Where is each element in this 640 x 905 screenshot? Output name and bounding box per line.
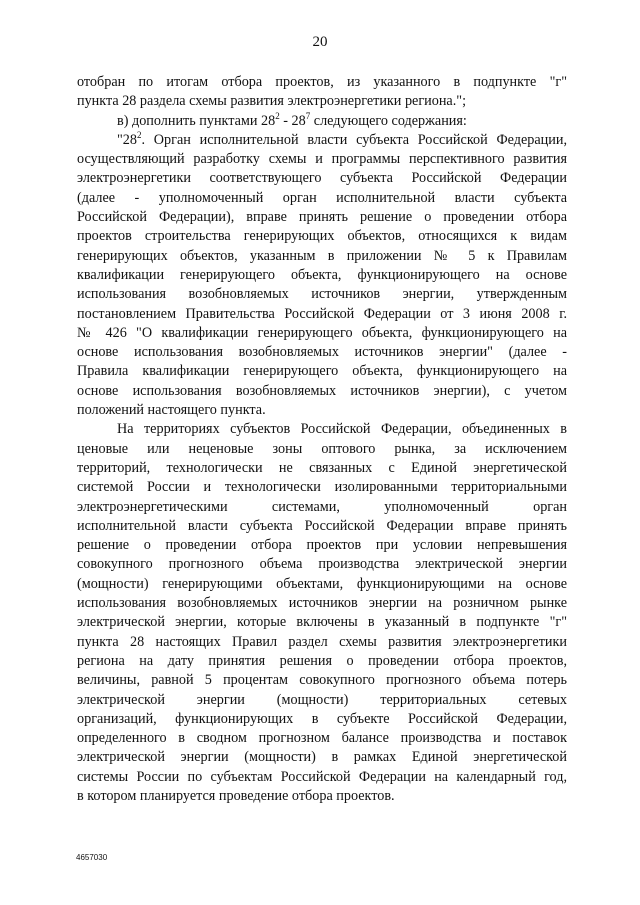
text-line: системой России и технологически изолированными территориальными (77, 479, 567, 496)
text-line: осуществляющий разработку схемы и программы перспективного развития (77, 151, 567, 168)
text-line: совокупного прогнозного объема производства электрической энергии (77, 556, 567, 573)
text-fragment: "28 (117, 131, 137, 148)
text-line: электрической энергии (мощности) территориальных сетевых (77, 691, 567, 708)
text-line: организаций, функционирующих в субъекте Российской Федерации, (77, 710, 567, 727)
text-line: проектов строительства генерирующих объектов, относящихся к видам (77, 228, 567, 245)
text-fragment: следующего содержания: (310, 112, 467, 129)
text-fragment: - 28 (279, 112, 306, 129)
text-line: основе использования возобновляемых источников энергии), с учетом (77, 382, 567, 399)
text-line: территорий, технологически не связанных с Единой энергетической (77, 459, 567, 476)
text-line: определенного в сводном прогнозном балансе производства и поставок (77, 730, 567, 747)
text-line: в котором планируется проведение отбора проектов. (77, 787, 395, 804)
text-line (77, 112, 567, 131)
text-line: отобран по итогам отбора проектов, из указанного в подпункте "г" (77, 74, 567, 90)
text-line: пункта 28 раздела схемы развития электроэнергетики региона."; (77, 93, 467, 110)
text-line: основе использования возобновляемых источников энергии" (далее - (77, 344, 567, 361)
text-line: (далее - уполномоченный орган исполнительной власти субъекта (77, 189, 567, 206)
text-line: использования возобновляемых источников энергии на розничном рынке (77, 595, 567, 612)
text-line: положений настоящего пункта. (77, 402, 266, 419)
text-line: решение о проведении отбора проектов при условии непревышения (77, 537, 567, 554)
text-line: (мощности) генерирующими объектами, функционирующими на основе (77, 575, 567, 592)
text-line: ценовые или неценовые зоны оптового рынка, за исключением (77, 440, 567, 457)
text-line: № 426 "О квалификации генерирующего объекта, функционирующего на (77, 324, 567, 341)
superscript: 2 (275, 110, 280, 121)
text-line (77, 131, 567, 150)
text-line: электрической энергии, которые включены в указанный в подпункте "г" (77, 614, 567, 631)
text-line: исполнительной власти субъекта Российской Федерации вправе принять (77, 517, 567, 534)
text-line: электрической энергии (мощности) в рамках Единой энергетической (77, 749, 567, 766)
text-line: Правила квалификации генерирующего объекта, функционирующего на (77, 363, 567, 380)
document-body (77, 73, 567, 806)
text-line: На территориях субъектов Российской Федерации, объединенных в (117, 421, 567, 438)
text-line: квалификации генерирующего объекта, функционирующего на основе (77, 266, 567, 283)
text-line: использования возобновляемых источников энергии, утвержденным (77, 286, 567, 303)
text-line: электроэнергетики соответствующего субъекта Российской Федерации (77, 170, 567, 187)
superscript: 7 (305, 110, 311, 121)
text-line: электроэнергетическими системами, уполномоченный орган (77, 498, 567, 515)
document-code: 4657030 (76, 853, 108, 862)
text-line: пункта 28 настоящих Правил раздел схемы развития электроэнергетики (77, 633, 567, 650)
page-number: 20 (312, 34, 328, 50)
text-line: генерирующих объектов, указанным в приложении № 5 к Правилам (77, 247, 567, 264)
text-line: постановлением Правительства Российской Федерации от 3 июня 2008 г. (77, 305, 567, 322)
superscript: 2 (136, 129, 142, 140)
text-fragment: . Орган исполнительной власти субъекта Российской Федерации, (141, 131, 567, 148)
text-line: Российской Федерации), вправе принять решение о проведении отбора (77, 209, 567, 226)
text-fragment: в) дополнить пунктами 28 (117, 112, 276, 129)
text-line: региона на дату принятия решения о проведении отбора проектов, (77, 652, 567, 669)
text-line: величины, равной 5 процентам совокупного прогнозного объема потерь (77, 672, 567, 689)
text-line: системы России по субъектам Российской Федерации на календарный год, (77, 768, 567, 785)
